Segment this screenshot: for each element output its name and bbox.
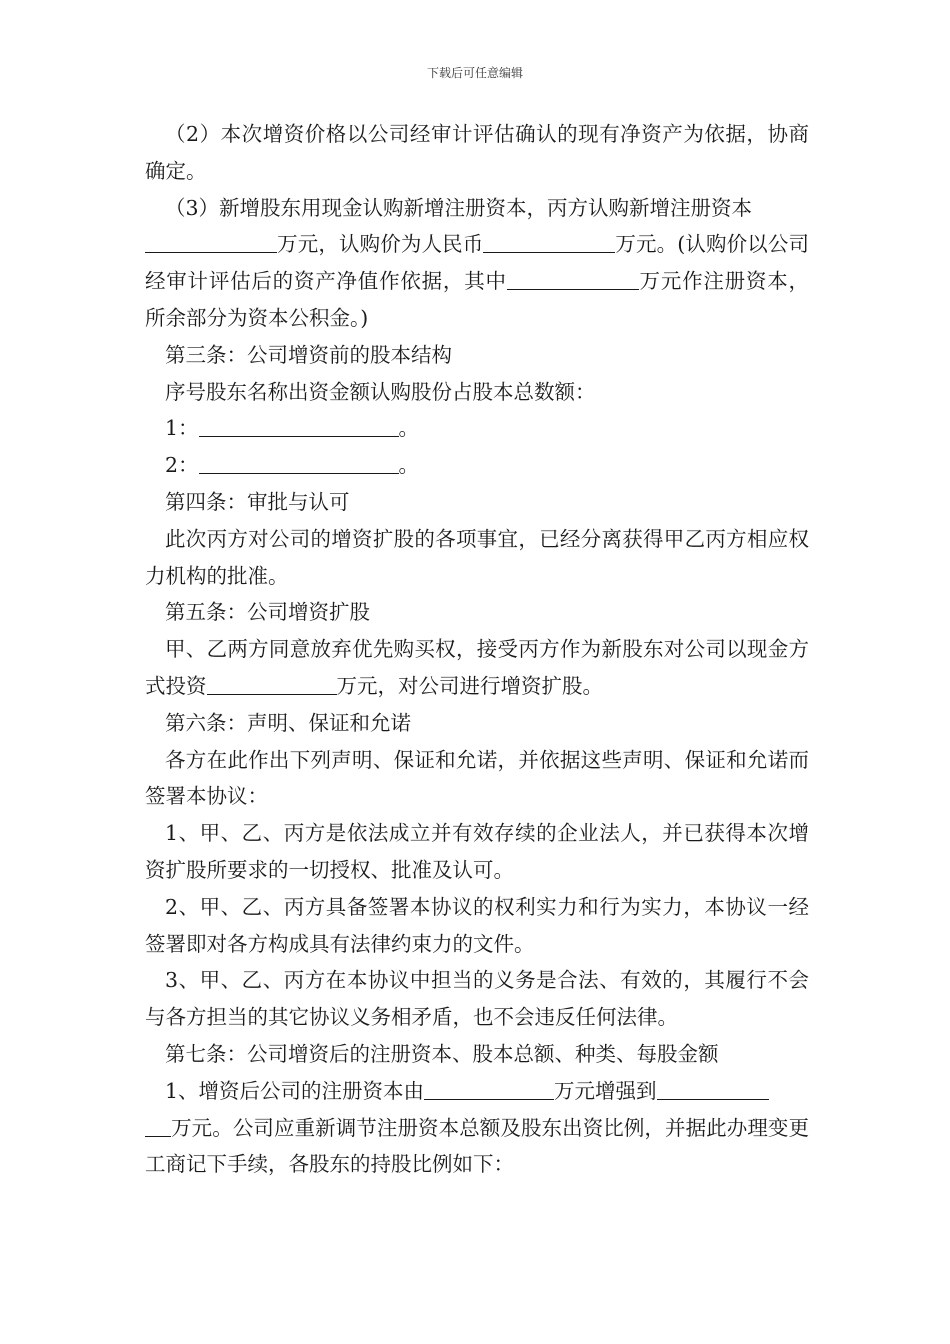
article-5-text-a: 甲、乙两方同意放弃优先购买权，接受丙方作为新股东对公司以现金方式投资 bbox=[145, 637, 809, 698]
blank-capital-after-cont bbox=[145, 1114, 171, 1137]
share-row-2-blank bbox=[199, 451, 399, 474]
article-7-heading: 第七条：公司增资后的注册资本、股本总额、种类、每股金额 bbox=[165, 1041, 719, 1066]
article-7-item-1 bbox=[145, 1073, 809, 1183]
article-4-text: 此次丙方对公司的增资扩股的各项事宜，已经分离获得甲乙丙方相应权力机构的批准。 bbox=[145, 526, 809, 588]
share-row-1-label: 1： bbox=[165, 416, 199, 441]
clause-3-text-a: （3）新增股东用现金认购新增注册资本，丙方认购新增注册资本 bbox=[165, 195, 753, 220]
blank-subscription-price bbox=[483, 230, 615, 253]
article-5-text bbox=[145, 631, 809, 705]
document-body bbox=[145, 116, 809, 1183]
share-row-2-label: 2： bbox=[165, 453, 199, 478]
blank-capital-after bbox=[657, 1077, 769, 1100]
clause-3-text-d: 万元作注册资本，所余部分为资本公积金。) bbox=[145, 269, 810, 330]
share-row-1 bbox=[145, 410, 809, 447]
blank-capital-before bbox=[424, 1077, 554, 1100]
article-6-item-1: 1、甲、乙、丙方是依法成立并有效存续的企业法人，并已获得本次增资扩股所要求的一切授权、批准及认可。 bbox=[145, 821, 809, 882]
article-7-text-c: 万元。公司应重新调节注册资本总额及股东出资比例，并据此办理变更工商记下手续，各股东的持股比例如下： bbox=[145, 1115, 809, 1177]
article-5-heading: 第五条：公司增资扩股 bbox=[165, 600, 370, 625]
blank-new-capital bbox=[145, 230, 277, 253]
article-7-text-a: 1、增资后公司的注册资本由 bbox=[165, 1078, 425, 1103]
article-3-heading: 第三条：公司增资前的股本结构 bbox=[165, 342, 452, 367]
article-7-text-b: 万元增强到 bbox=[554, 1078, 657, 1103]
clause-3-text-c: 万元。(认购价以公司经审计评估后的资产净值作依据，其中 bbox=[145, 232, 810, 294]
share-row-1-blank bbox=[199, 414, 399, 437]
share-row-2 bbox=[145, 447, 809, 484]
blank-registered-capital-part bbox=[507, 267, 639, 290]
share-structure-header: 序号股东名称出资金额认购股份占股本总数额： bbox=[165, 379, 596, 404]
clause-3-paragraph bbox=[145, 190, 809, 337]
article-6-heading: 第六条：声明、保证和允诺 bbox=[165, 710, 411, 735]
article-6-intro: 各方在此作出下列声明、保证和允诺，并依据这些声明、保证和允诺而签署本协议： bbox=[145, 747, 809, 809]
article-6-item-3: 3、甲、乙、丙方在本协议中担当的义务是合法、有效的，其履行不会与各方担当的其它协议义务相矛盾，也不会违反任何法律。 bbox=[145, 968, 809, 1030]
blank-investment-amount bbox=[207, 672, 337, 695]
clause-2-paragraph: （2）本次增资价格以公司经审计评估确认的现有净资产为依据，协商确定。 bbox=[145, 122, 809, 183]
clause-3-text-b: 万元，认购价为人民币 bbox=[277, 232, 484, 257]
share-row-2-end: 。 bbox=[398, 453, 420, 478]
article-4-heading: 第四条：审批与认可 bbox=[165, 489, 350, 514]
share-row-1-end: 。 bbox=[398, 416, 420, 441]
article-6-item-2: 2、甲、乙、丙方具备签署本协议的权利实力和行为实力，本协议一经签署即对各方构成具有法律约束力的文件。 bbox=[145, 894, 809, 956]
article-5-text-b: 万元，对公司进行增资扩股。 bbox=[336, 673, 603, 698]
page-header: 下载后可任意编辑 bbox=[426, 66, 523, 80]
